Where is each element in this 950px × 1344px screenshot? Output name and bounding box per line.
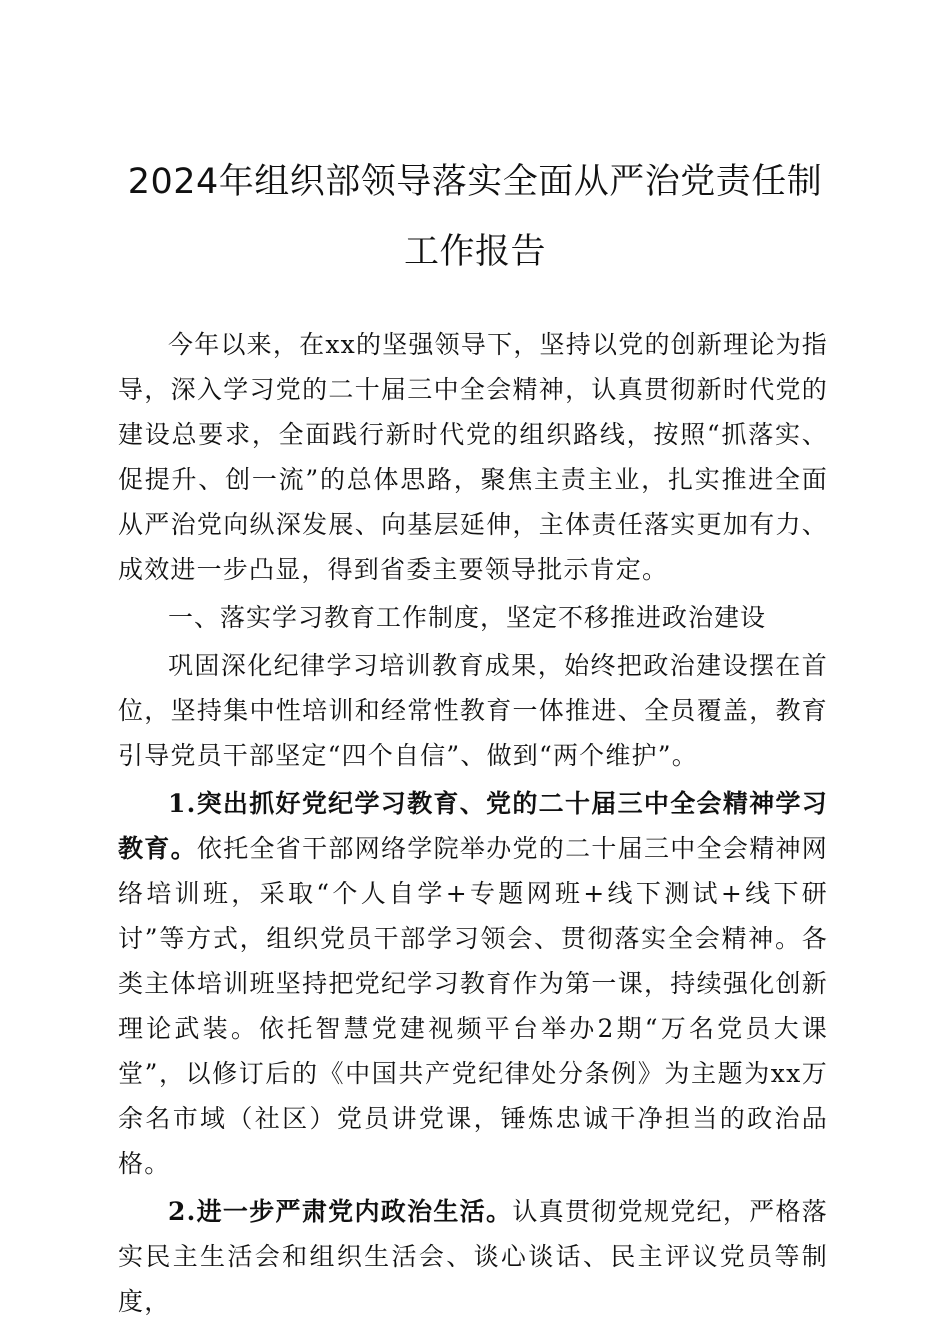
section-1-heading: 一、落实学习教育工作制度，坚定不移推进政治建设 — [168, 603, 767, 632]
item-1-text: 依托全省干部网络学院举办党的二十届三中全会精神网络培训班，采取“个人自学+专题网班+线下测试+线下研讨”等方式，组织党员干部学习领会、贯彻落实全会精神。各类主体培训班坚持把党纪学习教育作为第一课，持续强化创新理论武装。依托智慧党建视频平台举办2期“万名党员大课堂”，以修订后的《中国共产党纪律处分条例》为主题为xx万余名市域（社区）党员讲党课，锤炼忠诚干净担当的政治品格。 — [118, 834, 828, 1178]
item-2-lead: 2.进一步严肃党内政治生活。 — [168, 1197, 513, 1226]
item-2-text: 认真贯彻党规党纪，严格落实民主生活会和组织生活会、谈心谈话、民主评议党员等制度， — [118, 1197, 828, 1316]
section-1-intro-paragraph: 巩固深化纪律学习培训教育成果，始终把政治建设摆在首位，坚持集中性培训和经常性教育一体推进、全员覆盖，教育引导党员干部坚定“四个自信”、做到“两个维护”。 — [118, 651, 828, 770]
document-title-line-2: 工作报告 — [403, 232, 546, 272]
document-title-line-1: 2024年组织部领导落实全面从严治党责任制 — [127, 162, 823, 202]
intro-paragraph: 今年以来，在xx的坚强领导下，坚持以党的创新理论为指导，深入学习党的二十届三中全会精神，认真贯彻新时代党的建设总要求，全面践行新时代党的组织路线，按照“抓落实、促提升、创一流”的总体思路，聚焦主责主业，扎实推进全面从严治党向纵深发展、向基层延伸，主体责任落实更加有力、成效进一步凸显，得到省委主要领导批示肯定。 — [118, 330, 828, 584]
section-1-item-2-paragraph — [118, 1189, 828, 1324]
document-body — [118, 322, 828, 1324]
section-1-item-1-paragraph — [118, 781, 828, 1186]
item-1-lead: 1.突出抓好党纪学习教育、党的二十届三中全会精神学习教育。 — [118, 789, 828, 863]
